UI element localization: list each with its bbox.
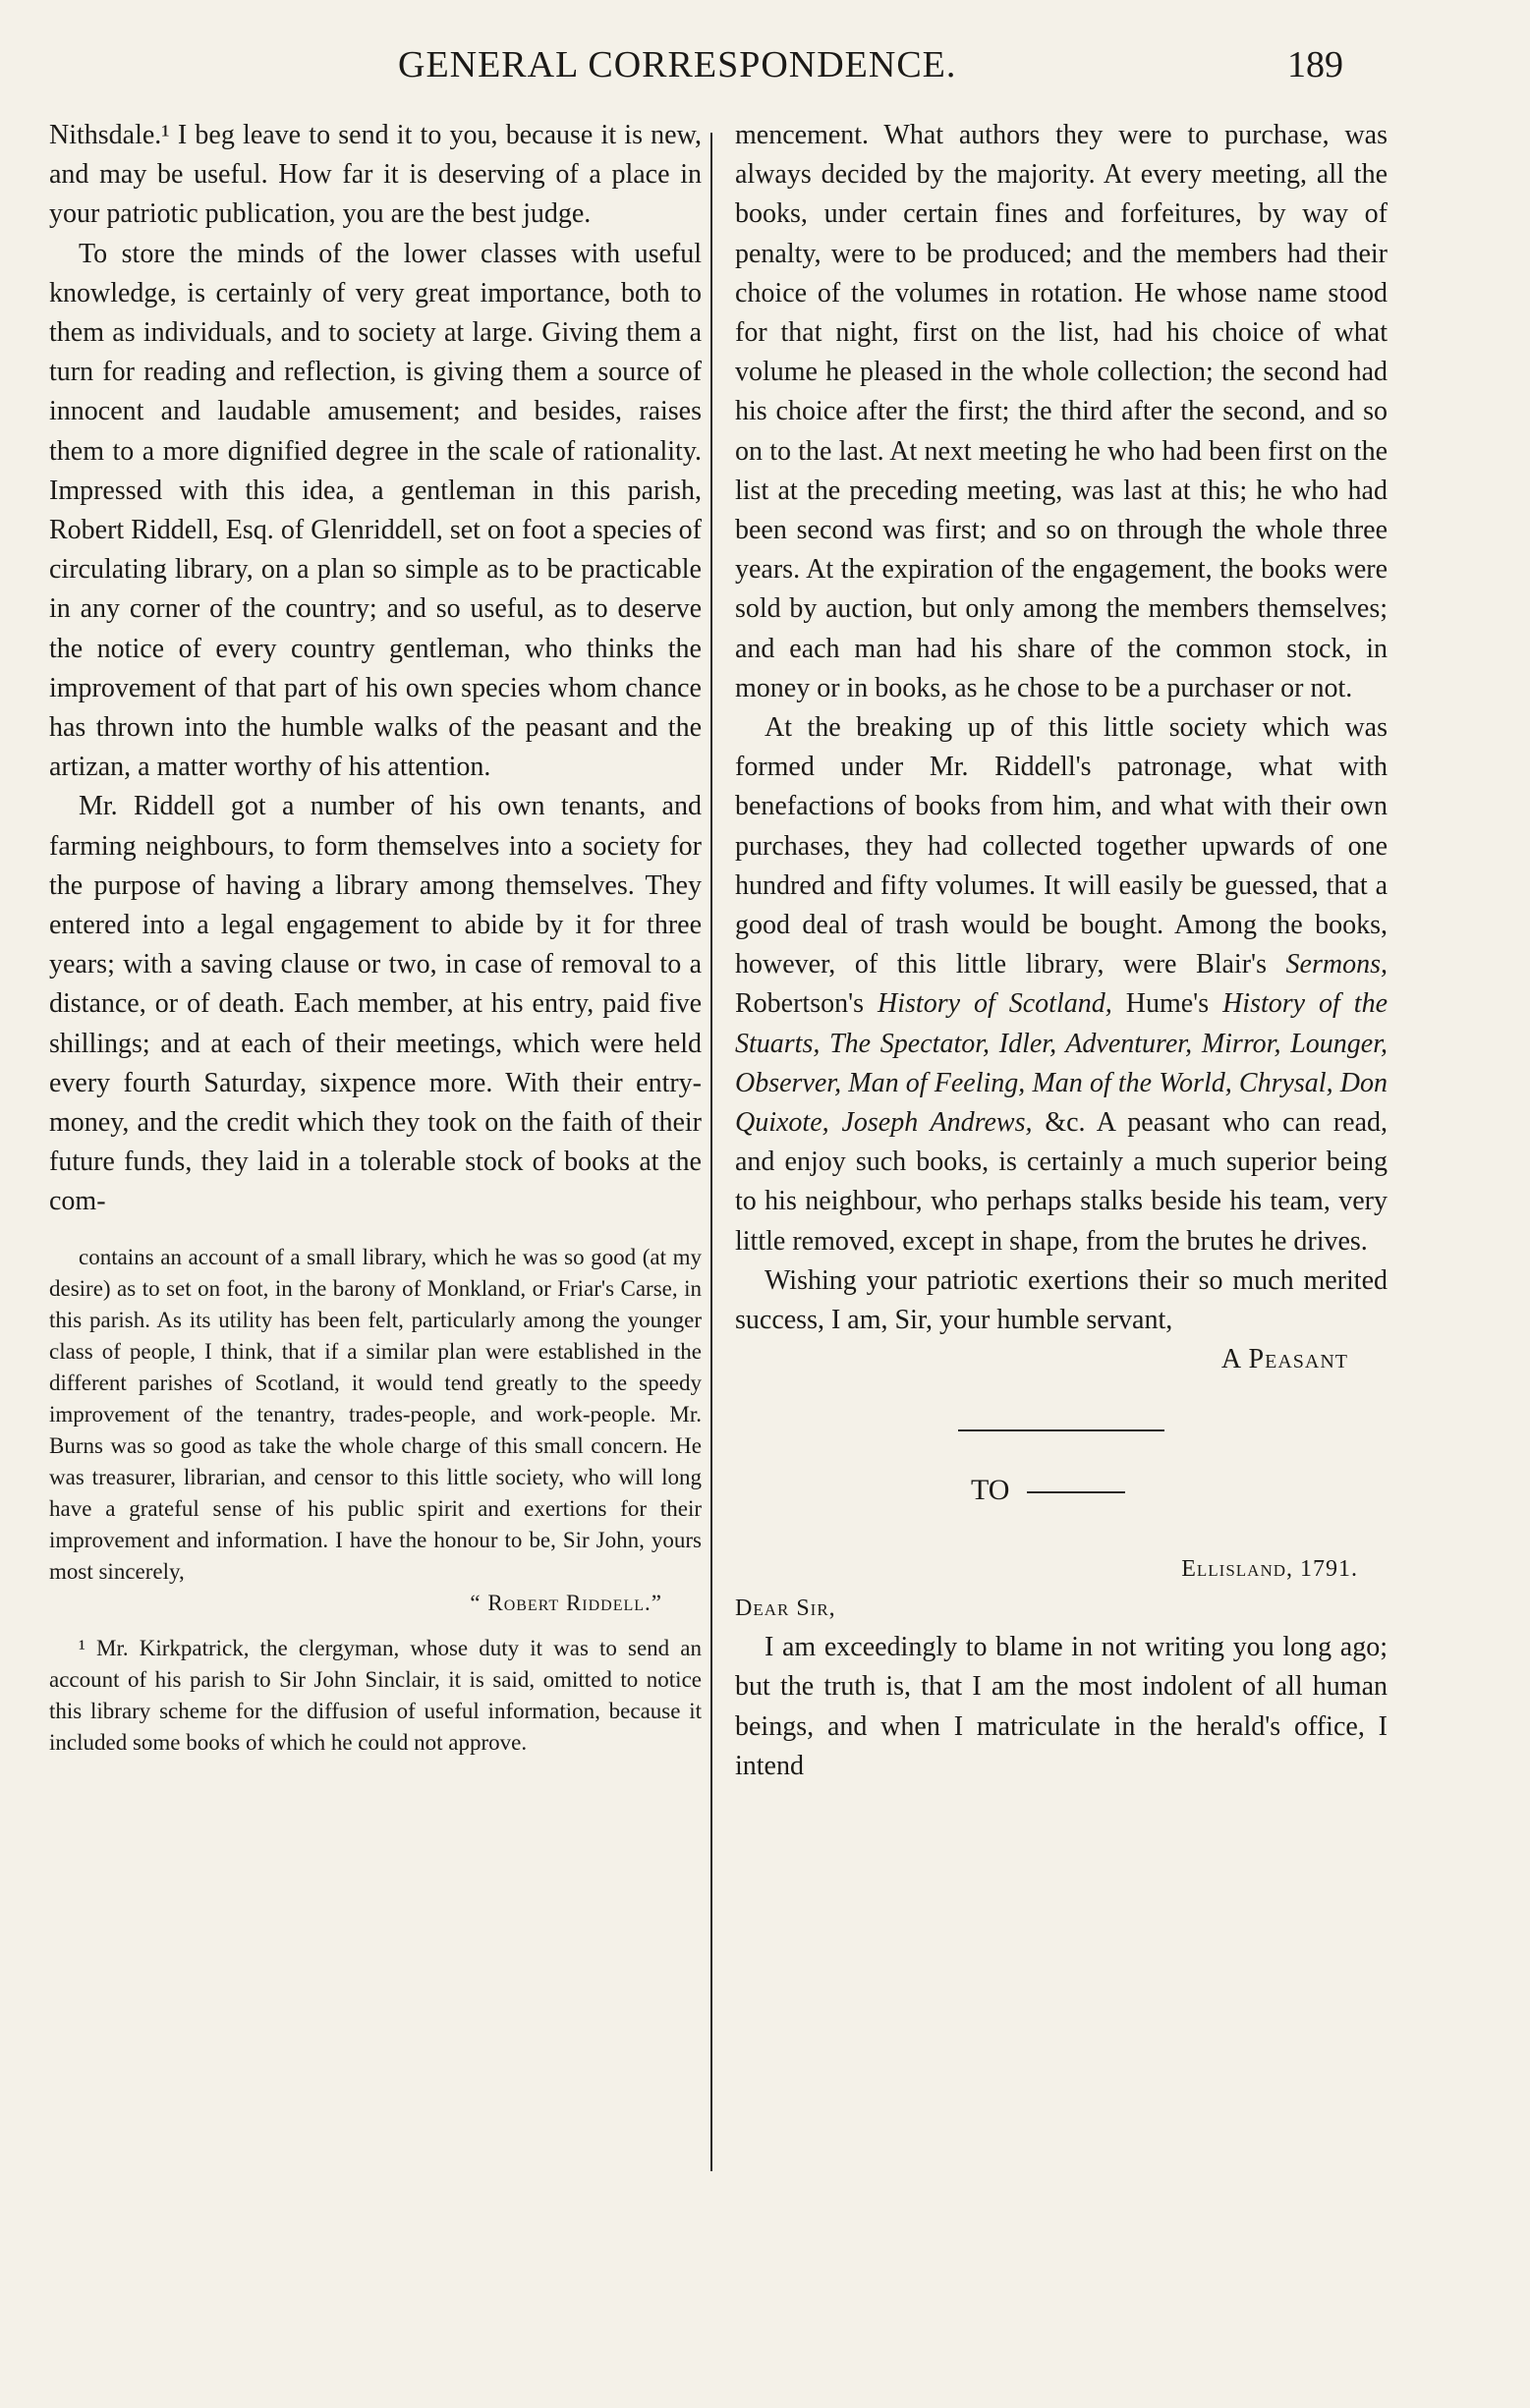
section-divider (958, 1429, 1164, 1431)
left-paragraph-1: Nithsdale.¹ I beg leave to send it to you, because it is new, and may be useful. How far it is deserving of a place in your patriotic publication, you are the best judge. (49, 120, 702, 230)
footnotes (49, 1242, 702, 1759)
running-title: GENERAL CORRESPONDENCE. (398, 44, 957, 85)
p2-text-a: At the breaking up of this little society which was formed under Mr. Riddell's patronage, what with benefactions of books from him, and what with their own purchases, they had collected together upwards of one hundred and fifty volumes. It will easily be guessed, that a good deal of trash would be bought. Among the books, however, of this little library, were Blair's (735, 712, 1388, 980)
to-heading (735, 1471, 1388, 1510)
footnote-signature: “ Robert Riddell.” (470, 1590, 662, 1615)
title-sermons: Sermons, (1285, 949, 1388, 980)
left-column (49, 116, 702, 1759)
left-paragraph-2: To store the minds of the lower classes with useful knowledge, is certainly of very great importance, both to them as individuals, and to society at large. Giving them a turn for reading and reflection, is giving them a source of innocent and laudable amusement; and besides, raises them to a more dignified degree in the scale of rationality. Impressed with this idea, a gentleman in this parish, Robert Riddell, Esq. of Glenriddell, set on foot a species of circulating library, on a plan so simple as to be practicable in any corner of the country; and so useful, as to deserve the notice of every country gentleman, who thinks the improvement of that part of his own species whom chance has thrown into the humble walks of the peasant and the artizan, a matter worthy of his attention. (49, 238, 702, 783)
footnote-continued: contains an account of a small library, which he was so good (at my desire) as to set on foot, in the barony of Monkland, or Friar's Carse, in this parish. As its utility has been felt, particularly among the younger class of people, I think, that if a similar plan were established in the different parishes of Scotland, it would tend greatly to the speedy improvement of the tenantry, trades-people, and work-people. Mr. Burns was so good as take the whole charge of this small concern. He was treasurer, librarian, and censor to this little society, who will long have a grateful sense of his public spirit and exertions for their improvement and information. I have the honour to be, Sir John, yours most sincerely, (49, 1244, 702, 1584)
page-number: 189 (1287, 44, 1343, 85)
to-dash (1027, 1491, 1125, 1493)
column-divider (710, 133, 712, 2171)
right-paragraph-3: Wishing your patriotic exertions their so much merited success, I am, Sir, your humble servant, (735, 1264, 1388, 1336)
to-label: TO (971, 1473, 1010, 1506)
right-paragraph-4: I am exceedingly to blame in not writing you long ago; but the truth is, that I am the most indolent of all human beings, and when I matriculate in the herald's office, I intend (735, 1632, 1388, 1781)
right-paragraph-2 (735, 708, 1388, 1261)
right-paragraph-1: mencement. What authors they were to purchase, was always decided by the majority. At every meeting, all the books, under certain fines and forfeitures, by way of penalty, were to be produced; and the members had their choice of the volumes in rotation. He whose name stood for that night, first on the list, had his choice of what volume he pleased in the whole collection; the second had his choice after the first; the third after the second, and so on to the last. At next meeting he who had been first on the list at the preceding meeting, was last at this; he who had been second was first; and so on through the whole three years. At the expiration of the engagement, the books were sold by auction, but only among the members themselves; and each man had his share of the common stock, in money or in books, as he chose to be a purchaser or not. (735, 120, 1388, 703)
left-paragraph-3: Mr. Riddell got a number of his own tenants, and farming neighbours, to form themselves into a society for the purpose of having a library among themselves. They entered into a legal engagement to abide by it for three years; with a saving clause or two, in case of removal to a distance, or of death. Each member, at his entry, paid five shillings; and at each of their meetings, which were held every fourth Saturday, sixpence more. With their entry-money, and the credit which they took on the faith of their future funds, they laid in a tolerable stock of books at the com- (49, 791, 702, 1217)
p2-text-b: Robertson's (735, 988, 878, 1020)
page-header (0, 43, 1530, 102)
title-history-scotland: History of Scotland, (878, 988, 1112, 1020)
footnote-1: ¹ Mr. Kirkpatrick, the clergyman, whose duty it was to send an account of his parish to Sir John Sinclair, it is said, omitted to notice this library scheme for the diffusion of useful information, because it included some books of which he could not approve. (49, 1635, 702, 1755)
signature: A Peasant (1220, 1344, 1348, 1375)
place-date: Ellisland, 1791. (1181, 1555, 1358, 1582)
right-column (735, 116, 1388, 1786)
salutation: Dear Sir, (735, 1595, 836, 1621)
p2-text-d: &c. A peasant who can read, and enjoy such books, is certainly a much superior being to his neighbour, who perhaps stalks beside his team, very little removed, except in shape, from the brutes he drives. (735, 1107, 1388, 1257)
title-history-stuarts: History of the Stuarts, The Spectator, Idler, Adventurer, Mirror, Lounger, Observer, Man of Feeling, Man of the World, Chrysal, Don Quixote, Joseph Andrews, (735, 988, 1388, 1139)
p2-text-c: Hume's (1111, 988, 1223, 1020)
